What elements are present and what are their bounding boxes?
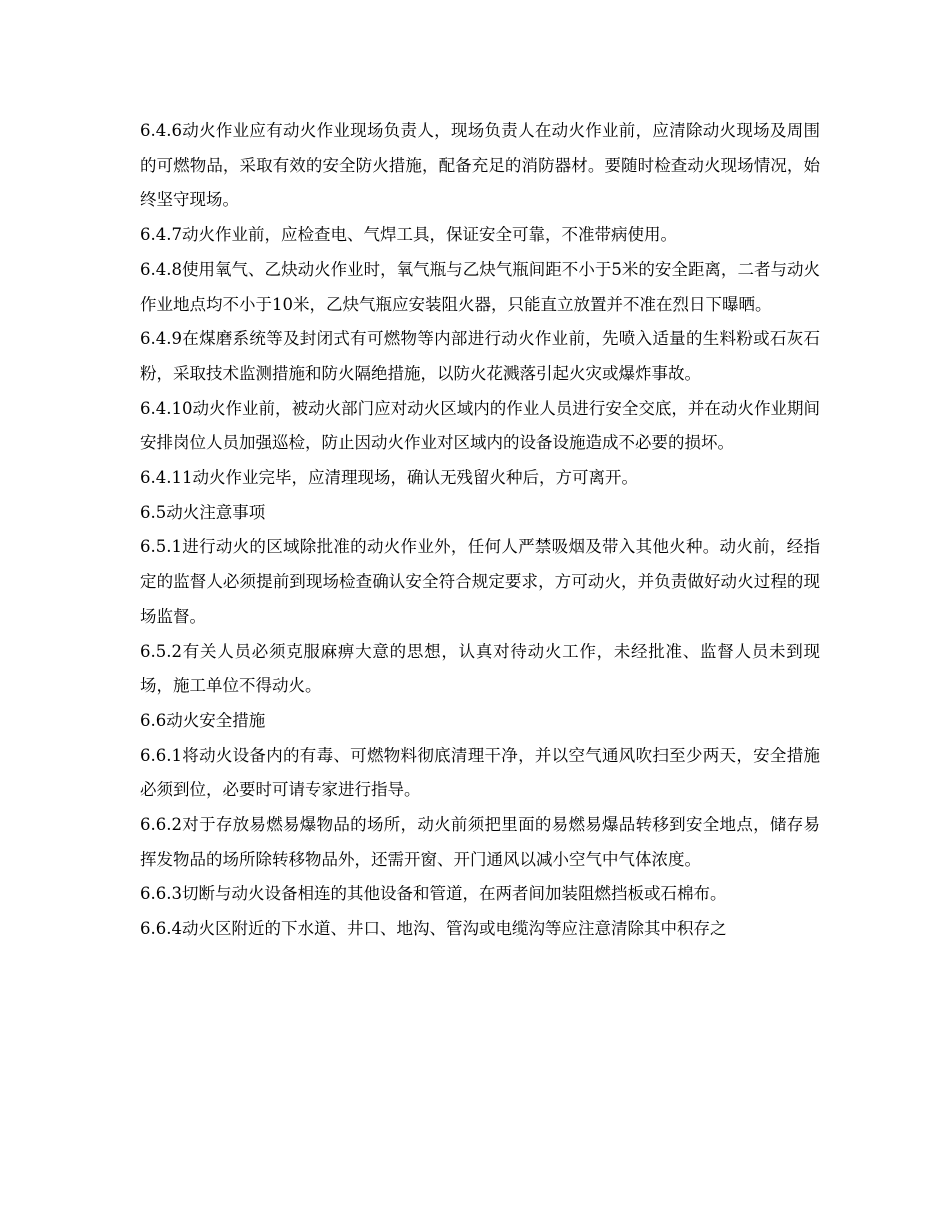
section-heading-6-6: 6.6动火安全措施 <box>140 710 266 730</box>
paragraph-6-4-7: 6.4.7动火作业前，应检查电、气焊工具，保证安全可靠，不准带病使用。 <box>140 225 677 245</box>
paragraph-6-5-1: 6.5.1进行动火的区域除批准的动火作业外，任何人严禁吸烟及带入其他火种。动火前，经指定的监督人必须提前到现场检查确认安全符合规定要求，方可动火，并负责做好动火过程的现场监督。 <box>140 537 820 626</box>
document-page <box>140 114 820 947</box>
paragraph-6-4-6: 6.4.6动火作业应有动火作业现场负责人，现场负责人在动火作业前，应清除动火现场及周围的可燃物品，采取有效的安全防火措施，配备充足的消防器材。要随时检查动火现场情况，始终坚守现场。 <box>140 121 820 210</box>
paragraph-6-5-2: 6.5.2有关人员必须克服麻痹大意的思想，认真对待动火工作，未经批准、监督人员未到现场，施工单位不得动火。 <box>140 641 820 696</box>
paragraph-6-4-10: 6.4.10动火作业前，被动火部门应对动火区域内的作业人员进行安全交底，并在动火作业期间安排岗位人员加强巡检，防止因动火作业对区域内的设备设施造成不必要的损坏。 <box>140 398 820 453</box>
paragraph-6-6-4: 6.6.4动火区附近的下水道、井口、地沟、管沟或电缆沟等应注意清除其中积存之 <box>140 919 727 939</box>
paragraph-6-6-1: 6.6.1将动火设备内的有毒、可燃物料彻底清理干净，并以空气通风吹扫至少两天，安全措施必须到位，必要时可请专家进行指导。 <box>140 745 820 800</box>
paragraph-6-4-9: 6.4.9在煤磨系统等及封闭式有可燃物等内部进行动火作业前，先喷入适量的生料粉或石灰石粉，采取技术监测措施和防火隔绝措施，以防火花溅落引起火灾或爆炸事故。 <box>140 329 820 383</box>
paragraph-6-4-11: 6.4.11动火作业完毕，应清理现场，确认无残留火种后，方可离开。 <box>140 468 638 488</box>
paragraph-6-4-8: 6.4.8使用氧气、乙炔动火作业时，氧气瓶与乙炔气瓶间距不小于5米的安全距离，二者与动火作业地点均不小于10米，乙炔气瓶应安装阻火器，只能直立放置并不准在烈日下曝晒。 <box>140 259 820 314</box>
section-heading-6-5: 6.5动火注意事项 <box>140 502 266 522</box>
paragraph-6-6-3: 6.6.3切断与动火设备相连的其他设备和管道，在两者间加装阻燃挡板或石棉布。 <box>140 884 727 904</box>
paragraph-6-6-2: 6.6.2对于存放易燃易爆物品的场所，动火前须把里面的易燃易爆品转移到安全地点，储存易挥发物品的场所除转移物品外，还需开窗、开门通风以减小空气中气体浓度。 <box>140 815 820 869</box>
